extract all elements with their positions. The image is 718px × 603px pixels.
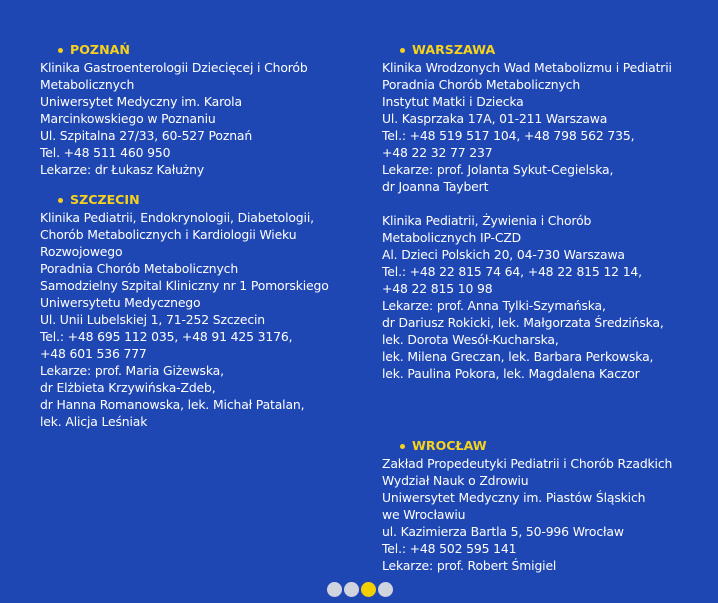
phone-line: Tel.: +48 519 517 104, +48 798 562 735,	[382, 128, 635, 143]
bullet-icon	[400, 444, 405, 449]
clinic-line: Uniwersytet Medyczny im. Piastów Śląskich	[382, 490, 646, 505]
city-name: SZCZECIN	[70, 192, 140, 207]
phone-line: Tel.: +48 502 595 141	[382, 541, 517, 556]
address-line: Al. Dzieci Polskich 20, 04-730 Warszawa	[382, 247, 625, 262]
clinic-line: Metabolicznych IP-CZD	[382, 230, 522, 245]
doctors-line: lek. Paulina Pokora, lek. Magdalena Kaczor	[382, 366, 640, 381]
right-column	[382, 41, 712, 587]
clinic-line: Klinika Gastroenterologii Dziecięcej i Chorób	[40, 60, 308, 75]
clinic-line: Uniwersytet Medyczny im. Karola	[40, 94, 242, 109]
doctors-line: lek. Dorota Wesół-Kucharska,	[382, 332, 559, 347]
address-line: Ul. Kasprzaka 17A, 01-211 Warszawa	[382, 111, 608, 126]
carousel-dot-4[interactable]	[378, 582, 393, 597]
clinic-line: Chorób Metabolicznych i Kardiologii Wieku	[40, 227, 297, 242]
address-line: ul. Kazimierza Bartla 5, 50-996 Wrocław	[382, 524, 624, 539]
address-line: Ul. Szpitalna 27/33, 60-527 Poznań	[40, 128, 253, 143]
bullet-icon	[400, 48, 405, 53]
city-name: WROCŁAW	[412, 438, 487, 453]
phone-line: Tel. +48 511 460 950	[40, 145, 171, 160]
clinic-line: Instytut Matki i Dziecka	[382, 94, 524, 109]
section-warszawa	[382, 41, 712, 382]
clinic-line: Wydział Nauk o Zdrowiu	[382, 473, 529, 488]
doctors-line: Lekarze: dr Łukasz Kałużny	[40, 162, 205, 177]
doctors-line: dr Joanna Taybert	[382, 179, 489, 194]
doctors-line: lek. Milena Greczan, lek. Barbara Perkowska,	[382, 349, 654, 364]
city-name: POZNAŃ	[70, 42, 130, 57]
spacer	[382, 395, 712, 437]
city-heading-wroclaw	[382, 437, 712, 455]
phone-line: Tel.: +48 695 112 035, +48 91 425 3176,	[40, 329, 293, 344]
doctors-line: lek. Alicja Leśniak	[40, 414, 148, 429]
clinic-line: Klinika Pediatrii, Endokrynologii, Diabetologii,	[40, 210, 314, 225]
carousel-dot-3[interactable]	[361, 582, 376, 597]
clinic-line: Rozwojowego	[40, 244, 123, 259]
clinic-line: we Wrocławiu	[382, 507, 466, 522]
bullet-icon	[58, 198, 63, 203]
clinic-line: Klinika Wrodzonych Wad Metabolizmu i Pediatrii	[382, 60, 672, 75]
city-heading-poznan	[40, 41, 360, 59]
clinic-line: Klinika Pediatrii, Żywienia i Chorób	[382, 213, 592, 228]
left-column	[40, 41, 360, 443]
doctors-line: dr Hanna Romanowska, lek. Michał Patalan,	[40, 397, 305, 412]
address-line: Ul. Unii Lubelskiej 1, 71-252 Szczecin	[40, 312, 265, 327]
clinic-line: Samodzielny Szpital Kliniczny nr 1 Pomorskiego	[40, 278, 329, 293]
doctors-line: dr Elżbieta Krzywińska-Zdeb,	[40, 380, 216, 395]
phone-line: Tel.: +48 22 815 74 64, +48 22 815 12 14,	[382, 264, 642, 279]
carousel-dot-2[interactable]	[344, 582, 359, 597]
section-poznan	[40, 41, 360, 178]
bullet-icon	[58, 48, 63, 53]
carousel-dot-1[interactable]	[327, 582, 342, 597]
doctors-line: Lekarze: prof. Anna Tylki-Szymańska,	[382, 298, 606, 313]
doctors-line: Lekarze: prof. Robert Śmigiel	[382, 558, 557, 573]
section-szczecin	[40, 191, 360, 430]
doctors-line: Lekarze: prof. Jolanta Sykut-Cegielska,	[382, 162, 614, 177]
clinic-line: Marcinkowskiego w Poznaniu	[40, 111, 216, 126]
clinic-line: Metabolicznych	[40, 77, 135, 92]
section-wroclaw	[382, 437, 712, 574]
city-name: WARSZAWA	[412, 42, 496, 57]
clinic-line: Uniwersytetu Medycznego	[40, 295, 201, 310]
phone-line: +48 22 32 77 237	[382, 145, 493, 160]
city-heading-szczecin	[40, 191, 360, 209]
city-heading-warszawa	[382, 41, 712, 59]
doctors-line: dr Dariusz Rokicki, lek. Małgorzata Średzińska,	[382, 315, 664, 330]
doctors-line: Lekarze: prof. Maria Giżewska,	[40, 363, 224, 378]
clinic-line: Zakład Propedeutyki Pediatrii i Chorób Rzadkich	[382, 456, 673, 471]
clinic-line: Poradnia Chorób Metabolicznych	[40, 261, 239, 276]
phone-line: +48 601 536 777	[40, 346, 147, 361]
spacer	[382, 195, 712, 212]
carousel-pagination	[327, 582, 393, 597]
phone-line: +48 22 815 10 98	[382, 281, 493, 296]
clinic-line: Poradnia Chorób Metabolicznych	[382, 77, 581, 92]
